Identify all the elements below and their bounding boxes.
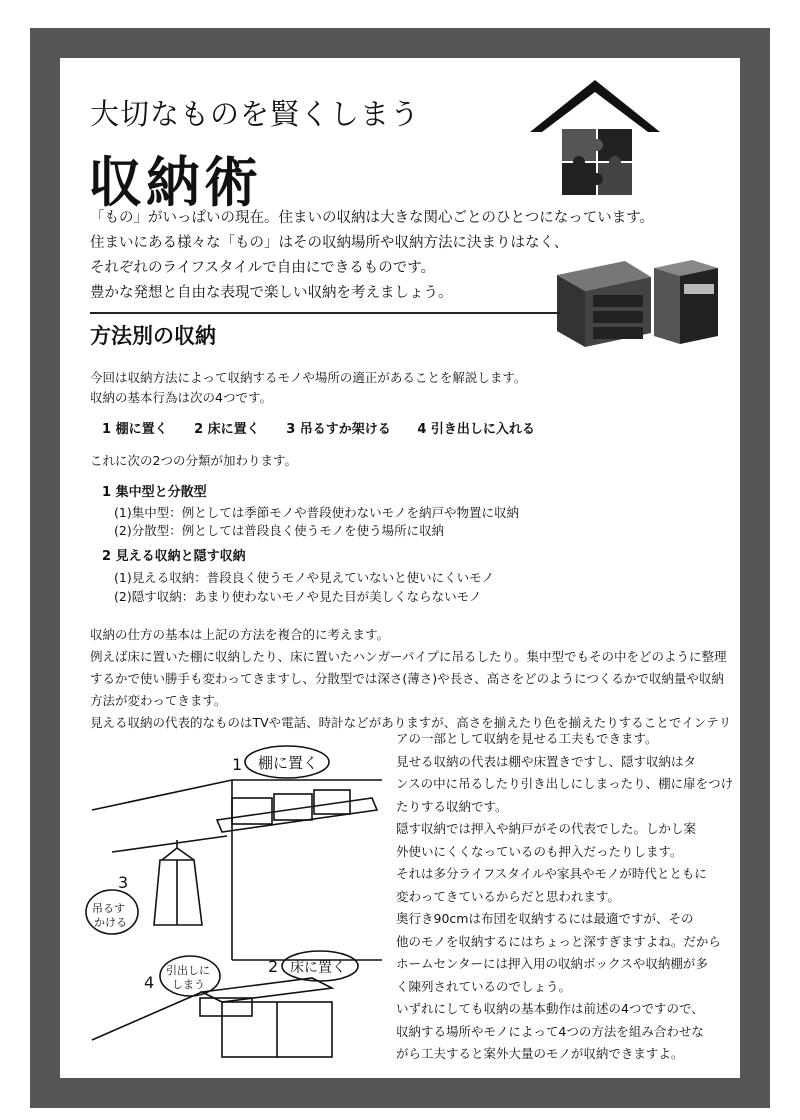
lead-text: これに次の2つの分類が加わります。 (90, 453, 297, 468)
illustration-label-number: 4 (144, 973, 155, 992)
body-line: アの一部として収納を見せる工夫もできます。 (396, 731, 658, 746)
intro-line: 住まいにある様々な「もの」はその収納場所や収納方法に決まりはなく、 (90, 235, 569, 251)
basic-action: 2 床に置く (194, 422, 260, 437)
group-item: (1)集中型：例としては季節モノや普段使わないモノを納戸や物置に収納 (114, 505, 519, 520)
body-line: 見える収納の代表的なものはTVや電話、時計などがありますが、高さを揃えたり色を揃えたりすることでインテリ (90, 715, 732, 730)
intro-line: それぞれのライフスタイルで自由にできるものです。 (90, 260, 436, 276)
illustration-label-number: 3 (118, 873, 129, 892)
intro-paragraph (90, 206, 690, 306)
body-line: 見せる収納の代表は棚や床置きですし、隠す収納はタ (396, 753, 697, 769)
intro-line: 「もの」がいっぱいの現在。住まいの収納は大きな関心ごとのひとつになっています。 (90, 210, 655, 226)
group-item: (1)見える収納：普段良く使うモノや見えていないと使いにくいモノ (114, 570, 494, 585)
illustration-label-number: 1 (232, 755, 243, 774)
illustration-label: かける (94, 916, 127, 929)
house-puzzle-icon (520, 74, 670, 204)
body-line: 他のモノを収納するにはちょっと深すぎますよね。だから (396, 933, 721, 949)
group-item: (2)分散型：例としては普段良く使うモノを使う場所に収納 (114, 523, 445, 538)
illustration-label: 床に置く (290, 960, 346, 976)
body-paragraph (90, 624, 732, 734)
body-line: するかで使い勝手も変わってきますし、分散型では深さ(薄さ)や長さ、高さをどのようにつくるかで収納量や収納 (90, 671, 724, 686)
lead-text: 収納の基本行為は次の4つです。 (90, 390, 272, 405)
lead-text: 今回は収納方法によって収納するモノや場所の適正があることを解説します。 (90, 370, 527, 385)
page-title: 収納術 (88, 151, 262, 214)
body-line: 隠す収納では押入や納戸がその代表でした。しかし案 (396, 821, 697, 836)
intro-line: 豊かな発想と自由な表現で楽しい収納を考えましょう。 (90, 285, 453, 301)
body-line: 奥行き90cmは布団を収納するには最適ですが、その (396, 911, 694, 926)
illustration-label: 引出しに (166, 964, 210, 977)
right-column-text (396, 728, 734, 1066)
body-line: 例えば床に置いた棚に収納したり、床に置いたハンガーパイプに吊るしたり。集中型でもその中をどのように整理 (90, 649, 727, 664)
basic-action: 3 吊るすか架ける (286, 422, 391, 437)
body-line: それは多分ライフスタイルや家具やモノが時代とともに (396, 866, 707, 881)
illustration-label: 吊るす (92, 902, 125, 915)
group-heading: 1 集中型と分散型 (102, 485, 207, 500)
body-line: 収納の仕方の基本は上記の方法を複合的に考えます。 (90, 627, 390, 642)
basic-action: 1 棚に置く (102, 422, 168, 437)
page-subtitle: 大切なものを賢くしまう (90, 97, 421, 131)
body-line: いずれにしても収納の基本動作は前述の4つですので、 (396, 1001, 704, 1016)
illustration-label: しまう (172, 978, 205, 991)
illustration-label-number: 2 (268, 957, 279, 976)
body-line: く陳列されているのでしょう。 (396, 978, 572, 994)
body-line: ンスの中に吊るしたり引き出しにしまったり、棚に扉をつけ (396, 776, 734, 791)
storage-room-illustration (82, 740, 392, 1060)
body-line: 収納する場所やモノによって4つの方法を組み合わせな (396, 1023, 704, 1039)
basic-actions (102, 418, 557, 437)
body-line: ホームセンターには押入用の収納ボックスや収納棚が多 (396, 956, 708, 971)
group-item: (2)隠す収納：あまり使わないモノや見た目が美しくならないモノ (114, 589, 482, 604)
basic-action: 4 引き出しに入れる (417, 422, 535, 437)
body-line: がら工夫すると案外大量のモノが収納できますよ。 (396, 1046, 684, 1061)
body-line: たりする収納です。 (396, 798, 508, 814)
body-line: 変わってきているからだと思われます。 (396, 888, 620, 904)
body-line: 方法が変わってきます。 (90, 693, 227, 708)
section-rule (90, 312, 560, 314)
illustration-label: 棚に置く (258, 754, 319, 772)
section-heading: 方法別の収納 (90, 324, 216, 348)
group-heading: 2 見える収納と隠す収納 (102, 549, 246, 564)
body-line: 外使いにくくなっているのも押入だったりします。 (396, 843, 683, 859)
